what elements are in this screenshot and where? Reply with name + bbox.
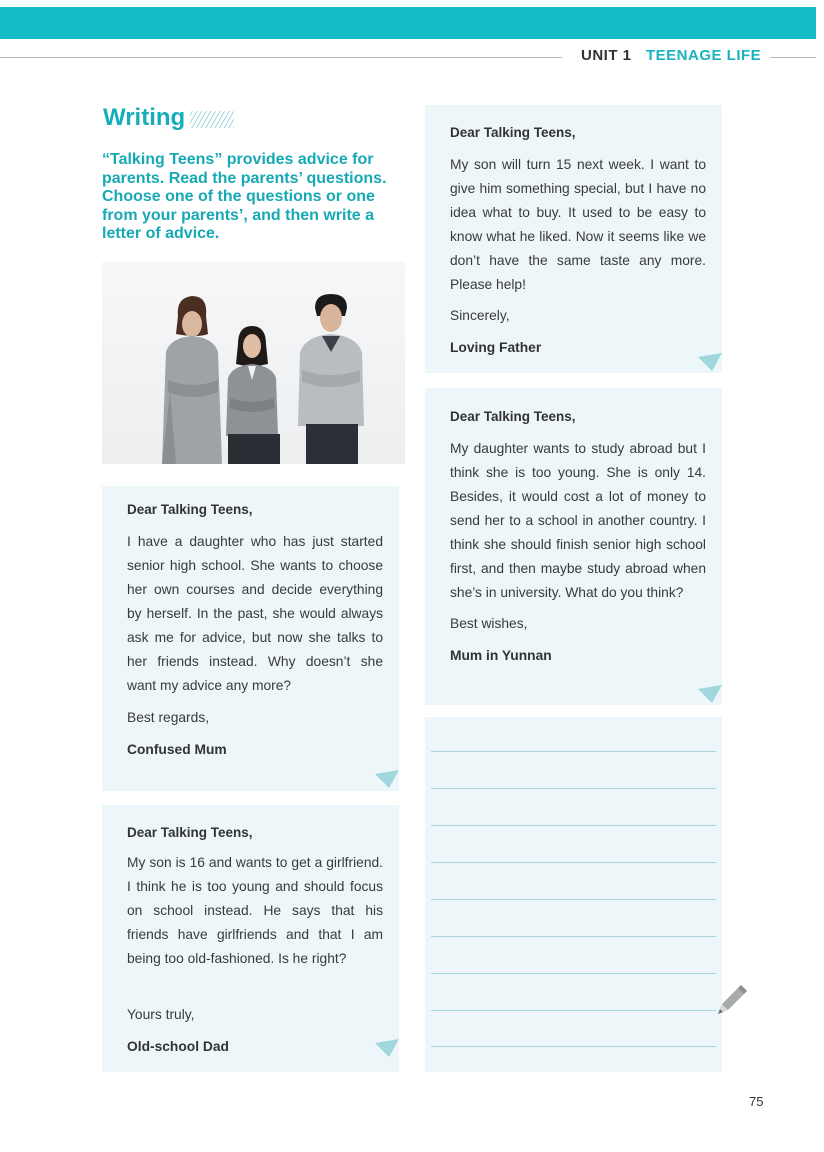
letter-signature: Mum in Yunnan: [450, 648, 552, 663]
letter-salutation: Dear Talking Teens,: [127, 502, 253, 517]
header-rule-right: [770, 57, 816, 58]
letter-body: My son will turn 15 next week. I want to give him something special, but I have no idea what to buy. It used to be easy to know what he liked. Now it seems like we don’t have the same taste any more. Please help!: [450, 157, 706, 292]
header-color-band: [0, 7, 816, 39]
mother-figure: [162, 296, 222, 464]
writing-line: [431, 862, 716, 863]
letter-signature: Old-school Dad: [127, 1039, 229, 1054]
unit-title: TEENAGE LIFE: [646, 47, 762, 64]
letter-salutation: Dear Talking Teens,: [450, 409, 576, 424]
letter-signature: Confused Mum: [127, 742, 227, 757]
letter-card-confused-mum: [102, 486, 399, 791]
writing-area[interactable]: [425, 717, 722, 1072]
hatch-decoration: [190, 111, 234, 128]
writing-line: [431, 825, 716, 826]
page-fold-icon: [375, 1039, 399, 1057]
section-title: Writing: [103, 104, 186, 131]
writing-line: [431, 1046, 716, 1047]
writing-line: [431, 899, 716, 900]
writing-line: [431, 936, 716, 937]
daughter-figure: [226, 326, 280, 464]
page-fold-icon: [698, 685, 722, 703]
unit-label: UNIT 1: [581, 47, 632, 64]
father-figure: [298, 294, 364, 464]
writing-instructions: “Talking Teens” provides advice for parents. Read the parents’ questions. Choose one of the questions or one from your parents’, and then write a letter of advice.: [102, 151, 387, 242]
pencil-icon: [712, 980, 752, 1020]
letter-body: My daughter wants to study abroad but I think she is too young. She is only 14. Besides, it would cost a lot of money to send her to a school in another country. I think she should finish senior high school first, and then maybe study abroad when she’s in university. What do you think?: [450, 441, 706, 600]
writing-line: [431, 973, 716, 974]
letter-body: My son is 16 and wants to get a girlfriend. I think he is too young and should focus on school instead. He says that his friends have girlfriends and that I am being too old-fashioned. Is he right?: [127, 855, 383, 966]
letter-closing: Sincerely,: [450, 308, 510, 323]
letter-body: I have a daughter who has just started senior high school. She wants to choose her own courses and decide everything by herself. In the past, she would always ask me for advice, but now she talks to her friends instead. Why doesn’t she want my advice any more?: [127, 534, 383, 693]
family-photo: [102, 262, 405, 464]
page-fold-icon: [375, 770, 399, 788]
letter-signature: Loving Father: [450, 340, 542, 355]
header-rule-left: [0, 57, 562, 58]
page-number: 75: [749, 1094, 764, 1109]
letter-closing: Yours truly,: [127, 1007, 195, 1022]
letter-card-loving-father: [425, 105, 722, 373]
letter-closing: Best regards,: [127, 710, 210, 725]
writing-line: [431, 751, 716, 752]
family-photo-icon: [102, 262, 405, 464]
letter-closing: Best wishes,: [450, 616, 528, 631]
letter-salutation: Dear Talking Teens,: [127, 825, 253, 840]
writing-line: [431, 788, 716, 789]
page-fold-icon: [698, 353, 722, 371]
letter-card-mum-in-yunnan: [425, 388, 722, 705]
writing-line: [431, 1010, 716, 1011]
letter-card-old-school-dad: [102, 805, 399, 1072]
letter-salutation: Dear Talking Teens,: [450, 125, 576, 140]
